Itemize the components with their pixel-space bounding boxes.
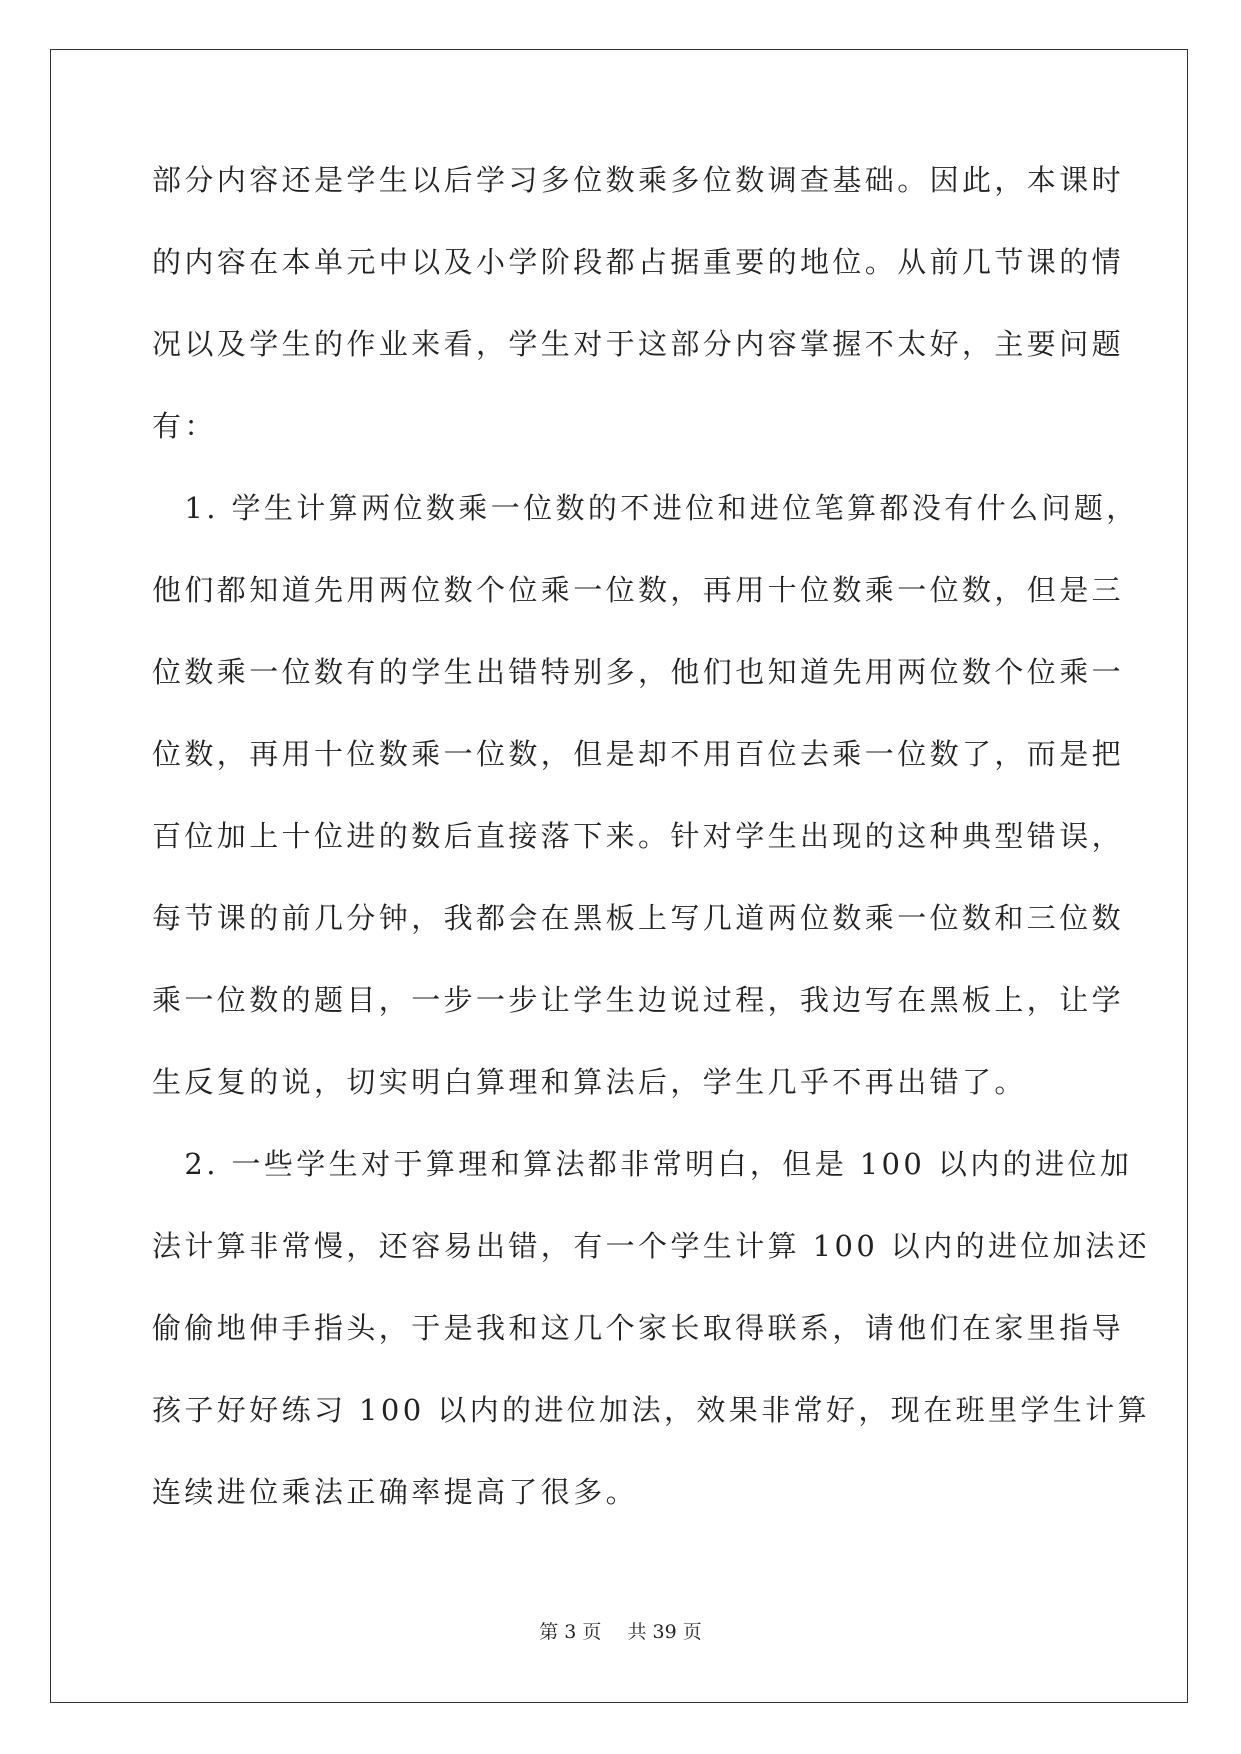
text-line: 乘一位数的题目，一步一步让学生边说过程，我边写在黑板上，让学: [152, 983, 1125, 1017]
text-line: 的内容在本单元中以及小学阶段都占据重要的地位。从前几节课的情: [152, 245, 1125, 279]
page-number: 第 3 页: [539, 1621, 602, 1643]
text-line: 况以及学生的作业来看，学生对于这部分内容掌握不太好，主要问题: [152, 327, 1125, 361]
text-line: 2. 一些学生对于算理和算法都非常明白，但是 100 以内的进位加: [152, 1147, 1133, 1181]
text-line: 位数，再用十位数乘一位数，但是却不用百位去乘一位数了，而是把: [152, 737, 1125, 771]
text-line: 有：: [152, 409, 217, 443]
text-line: 偷偷地伸手指头，于是我和这几个家长取得联系，请他们在家里指导: [152, 1311, 1125, 1345]
text-line: 他们都知道先用两位数个位乘一位数，再用十位数乘一位数，但是三: [152, 573, 1125, 607]
text-line: 位数乘一位数有的学生出错特别多，他们也知道先用两位数个位乘一: [152, 655, 1125, 689]
text-line: 生反复的说，切实明白算理和算法后，学生几乎不再出错了。: [152, 1065, 1027, 1099]
text-line: 法计算非常慢，还容易出错，有一个学生计算 100 以内的进位加法还: [152, 1229, 1150, 1263]
text-line: 1. 学生计算两位数乘一位数的不进位和进位笔算都没有什么问题，: [152, 491, 1139, 525]
page-footer: [0, 1617, 1241, 1644]
text-line: 每节课的前几分钟，我都会在黑板上写几道两位数乘一位数和三位数: [152, 901, 1125, 935]
text-line: 部分内容还是学生以后学习多位数乘多位数调查基础。因此，本课时: [152, 163, 1125, 197]
document-body: [152, 160, 1150, 1554]
page-total: 共 39 页: [627, 1621, 702, 1643]
text-line: 孩子好好练习 100 以内的进位加法，效果非常好，现在班里学生计算: [152, 1393, 1150, 1427]
text-line: 百位加上十位进的数后直接落下来。针对学生出现的这种典型错误，: [152, 819, 1125, 853]
text-line: 连续进位乘法正确率提高了很多。: [152, 1475, 639, 1509]
